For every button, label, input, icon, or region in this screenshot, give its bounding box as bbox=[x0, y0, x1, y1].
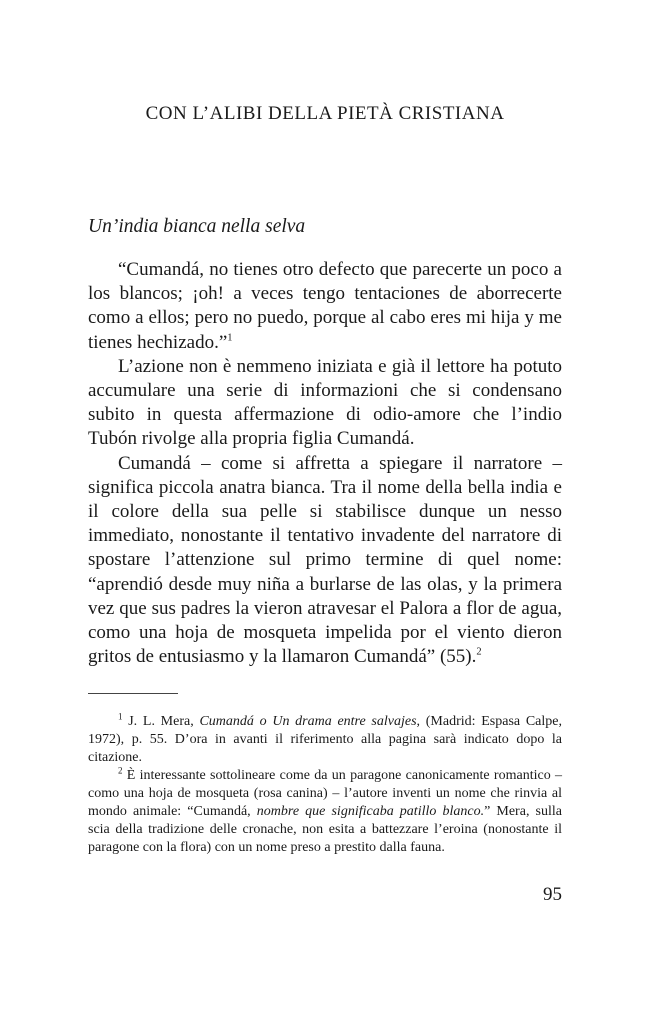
footnote-2-post: ” Mera, sulla scia della tradizione delle cronache, non esita a battezzare l’eroina (nonostante il paragone con la flora) con un nome preso a prestito dalla fauna. bbox=[88, 804, 562, 855]
body-text bbox=[88, 258, 562, 669]
footnote-1-mark: 1 bbox=[118, 711, 123, 722]
paragraph-1-text: “Cumandá, no tienes otro defecto que parecerte un poco a los blancos; ¡oh! a veces tengo tentaciones de aborrecerte como a ellos; pero no puedo, porque al cabo eres mi hija y me tienes hechizado.” bbox=[88, 259, 562, 353]
chapter-title: CON L’ALIBI DELLA PIETÀ CRISTIANA bbox=[145, 103, 505, 124]
footnotes bbox=[88, 713, 562, 857]
footnote-2-mark: 2 bbox=[118, 765, 123, 776]
paragraph-3 bbox=[88, 452, 562, 670]
footnote-1-pre: J. L. Mera, bbox=[122, 714, 200, 729]
paragraph-2-text: L’azione non è nemmeno iniziata e già il lettore ha potuto accumulare una serie di informazioni che si condensano subito in questa affermazione di odio-amore che l’indio Tubón rivolge alla propria figlia Cumandá. bbox=[88, 355, 562, 450]
paragraph-1 bbox=[88, 258, 562, 355]
footnote-ref-2: 2 bbox=[476, 646, 482, 658]
paragraph-2 bbox=[88, 355, 562, 452]
footnote-1 bbox=[88, 713, 562, 767]
paragraph-3-text: Cumandá – come si affretta a spiegare il narratore – significa piccola anatra bianca. Tra il nome della bella india e il colore della sua pelle si stabilisce dunque un nesso immediato, nonostante il tentativo invadente del narratore di spostare l’attenzione sul primo termine di quel nome: “aprendió desde muy niña a burlarse de las olas, y la primera vez que sus padres la vieron atravesar el Palora a flor de agua, como una hoja de mosqueta impelida por el viento dieron gritos de entusiasmo y la llamaron Cumandá” (55). bbox=[88, 452, 562, 668]
section-title: Un’india bianca nella selva bbox=[88, 216, 306, 237]
footnote-2-pre: È interessante sottolineare come da un paragone canonicamente romantico – como una hoja de mosqueta (rosa canina) – l’autore inventi un nome che rinvia al mondo animale: “Cumandá, bbox=[88, 768, 562, 819]
footnote-2 bbox=[88, 767, 562, 857]
page-number: 95 bbox=[543, 884, 562, 905]
footnote-1-post: , (Madrid: Espasa Calpe, 1972), p. 55. D’ora in avanti il riferimento alla pagina sarà indicato dopo la citazione. bbox=[88, 714, 563, 765]
footnote-1-italic: Cumandá o Un drama entre salvajes bbox=[199, 714, 417, 729]
footnote-2-italic: nombre que significaba patillo blanco. bbox=[256, 804, 485, 819]
footnote-divider bbox=[88, 693, 178, 694]
footnote-ref-1: 1 bbox=[227, 332, 233, 344]
